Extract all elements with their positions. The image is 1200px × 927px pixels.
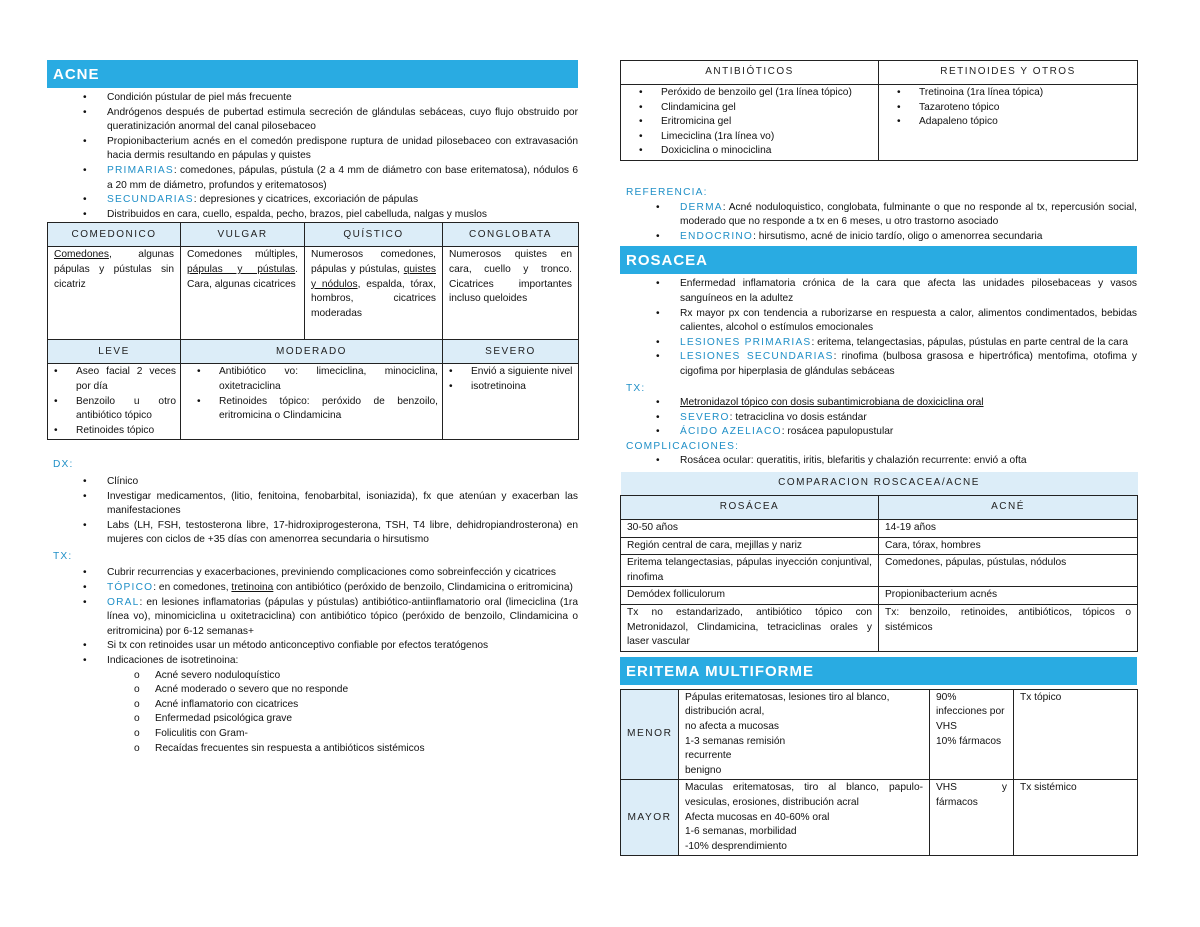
- oral-label: ORAL: [107, 596, 140, 608]
- table-row: [621, 587, 1138, 605]
- topico-text-a: : en comedones,: [153, 582, 232, 594]
- header-conglobata: CONGLOBATA: [443, 223, 579, 247]
- acne-header: ACNE: [47, 60, 578, 88]
- cell-vulgar: [181, 247, 305, 340]
- list-item: • Adapaleno tópico: [895, 115, 1133, 130]
- secundarias-label: SECUNDARIAS: [107, 194, 194, 206]
- mayor-key: MAYOR: [621, 780, 679, 856]
- secundarias-text: : depresiones y cicatrices, excoriación de pápulas: [193, 194, 419, 206]
- header-comedonico: COMEDONICO: [48, 223, 181, 247]
- menor-desc: [679, 689, 930, 780]
- cause-line: 10% fármacos: [936, 735, 1002, 747]
- topico-item: [47, 581, 578, 596]
- header-severo: SEVERO: [443, 340, 579, 364]
- rosacea-list: [620, 277, 1137, 379]
- table-cell: Demódex folliculorum: [621, 587, 879, 605]
- lesiones-primarias-item: [620, 336, 1137, 351]
- desc-line: Maculas eritematosas, tiro al blanco, papulo-vesiculas, erosiones, distribución acral: [685, 782, 923, 808]
- oral-item: [47, 596, 578, 640]
- cell-antibioticos: [621, 85, 879, 161]
- desc-line: benigno: [685, 764, 722, 776]
- secundarias-item: [47, 193, 578, 208]
- left-column: [47, 60, 578, 756]
- mayor-cause: VHS y fármacos: [930, 780, 1014, 856]
- list-item: • Clínico: [47, 475, 578, 490]
- derma-text: : Acné noduloquistico, conglobata, fulminante o que no responde al tx, repercusión social, moderado que no responde a tx en 6 meses, u otro trastorno asociado: [680, 201, 1137, 228]
- list-item: • Andrógenos después de pubertad estimula secreción de glándulas sebáceas, cuyo flujo obstruido por queratinización anormal del canal pilosebaceo: [47, 106, 578, 135]
- endocrino-text: : hirsutismo, acné de inicio tardío, oligo o amenorrea secundaria: [753, 230, 1043, 242]
- list-item: • Tretinoina (1ra línea tópica): [895, 86, 1133, 101]
- lesiones-secundarias-item: [620, 350, 1137, 379]
- cell-severo: [443, 364, 579, 440]
- vulgar-text-a: Comedones múltiples,: [187, 249, 298, 261]
- list-item: • Enfermedad inflamatoria crónica de la cara que afecta las unidades pilosebaceas y vasos sanguíneos en la adultez: [620, 277, 1137, 306]
- table-cell: Comedones, pápulas, pústulas, nódulos: [879, 555, 1138, 587]
- list-item: • Labs (LH, FSH, testosterona libre, 17-hidroxiprogesterona, TSH, T4 libre, dehidropiandrosterona) en mujeres con ciclos de +35 días con amenorrea secundaria o hirsutismo: [47, 519, 578, 548]
- endocrino-item: [620, 230, 1137, 245]
- tx-label: TX:: [53, 550, 73, 562]
- list-item: • Doxiciclina o minociclina: [637, 144, 874, 159]
- table-cell: Tx: benzoilo, retinoides, antibióticos, tópicos o sistémicos: [879, 605, 1138, 652]
- topico-underlined: tretinoina: [231, 582, 274, 594]
- table-row: [621, 555, 1138, 587]
- severo-text: : tetraciclina vo dosis estándar: [729, 411, 867, 423]
- table-cell: Cara, tórax, hombres: [879, 537, 1138, 555]
- table-cell: 30-50 años: [621, 520, 879, 538]
- list-item: • Clindamicina gel: [637, 101, 874, 116]
- table-cell: Propionibacterium acnés: [879, 587, 1138, 605]
- list-item: • Peróxido de benzoilo gel (1ra línea tópico): [637, 86, 874, 101]
- table-row: [621, 537, 1138, 555]
- header-vulgar: VULGAR: [181, 223, 305, 247]
- topico-label: TÓPICO: [107, 582, 154, 594]
- cell-comedonico: [48, 247, 181, 340]
- rosacea-tx-list: [620, 396, 1137, 440]
- lesiones-secundarias-label: LESIONES SECUNDARIAS: [680, 351, 834, 363]
- desc-line: Pápulas eritematosas, lesiones tiro al blanco, distribución acral,: [685, 691, 890, 718]
- list-item: • Si tx con retinoides usar un método anticonceptivo confiable por efectos teratógenos: [47, 639, 578, 654]
- desc-line: -10% desprendimiento: [685, 840, 787, 852]
- complicaciones-list: [620, 454, 1137, 469]
- list-item: o Recaídas frecuentes sin respuesta a antibióticos sistémicos: [47, 742, 578, 757]
- table-cell: Eritema telangectasias, pápulas inyección conjuntival, rinofima: [621, 555, 879, 587]
- derma-label: DERMA: [680, 201, 723, 213]
- list-item: o Enfermedad psicológica grave: [47, 712, 578, 727]
- list-item: o Acné inflamatorio con cicatrices: [47, 698, 578, 713]
- cell-moderado: [181, 364, 443, 440]
- header-antibioticos: ANTIBIÓTICOS: [621, 61, 879, 85]
- header-leve: LEVE: [48, 340, 181, 364]
- list-item: • Condición pústular de piel más frecuente: [47, 91, 578, 106]
- list-item: o Acné severo noduloquístico: [47, 669, 578, 684]
- eritema-multiforme-table: [620, 689, 1138, 857]
- comedonico-text: , algunas pápulas y pústulas sin cicatriz: [54, 249, 174, 290]
- header-moderado: MODERADO: [181, 340, 443, 364]
- azeliaco-item: [620, 425, 1137, 440]
- header-rosacea: ROSÁCEA: [621, 496, 879, 520]
- menor-cause: [930, 689, 1014, 780]
- list-item: • Eritromicina gel: [637, 115, 874, 130]
- quistico-text-a: Numerosos comedones, pápulas y pústulas,: [311, 249, 436, 275]
- table-row: [621, 520, 1138, 538]
- isotretinoina-indications: [47, 669, 578, 757]
- vulgar-underlined: pápulas y pústulas: [187, 263, 296, 275]
- comedonico-underlined: Comedones: [54, 249, 109, 261]
- vulgar-text-b: . Cara, algunas cicatrices: [187, 263, 298, 290]
- list-item: o Foliculitis con Gram-: [47, 727, 578, 742]
- desc-line: 1-6 semanas, morbilidad: [685, 826, 797, 838]
- endocrino-label: ENDOCRINO: [680, 230, 754, 242]
- mayor-desc: [679, 780, 930, 856]
- table-row: [621, 605, 1138, 652]
- dx-list: [47, 475, 578, 548]
- quistico-text-b: , espalda, tórax, hombros, cicatrices moderadas: [311, 278, 436, 319]
- eritema-multiforme-header: ERITEMA MULTIFORME: [620, 657, 1137, 685]
- severo-item: [620, 411, 1137, 426]
- referencia-label: REFERENCIA:: [626, 186, 708, 198]
- azeliaco-text: : rosácea papulopustular: [781, 426, 894, 438]
- table-cell: Tx no estandarizado, antibiótico tópico con Metronidazol, Clindamicina, tetraciclinas orales y laser vascular: [621, 605, 879, 652]
- rosacea-tx-label: TX:: [626, 382, 646, 394]
- right-column: [620, 60, 1137, 856]
- header-retinoides: RETINOIDES Y OTROS: [879, 61, 1138, 85]
- cell-retinoides: [879, 85, 1138, 161]
- primarias-label: PRIMARIAS: [107, 164, 174, 176]
- list-item: • Antibiótico vo: limeciclina, minociclina, oxitetraciclina: [195, 365, 438, 394]
- list-item: • Indicaciones de isotretinoina:: [47, 654, 578, 669]
- list-item: • Retinoides tópico: peróxido de benzoilo, eritromicina o Clindamicina: [195, 395, 438, 424]
- list-item: • isotretinoina: [447, 380, 574, 395]
- mayor-tx: Tx sistémico: [1014, 780, 1138, 856]
- table-cell: Región central de cara, mejillas y nariz: [621, 537, 879, 555]
- list-item: • Cubrir recurrencias y exacerbaciones, previniendo complicaciones como sobreinfección y cicatrices: [47, 566, 578, 581]
- azeliaco-label: ÁCIDO AZELIACO: [680, 426, 782, 438]
- rosacea-header: ROSACEA: [620, 246, 1137, 274]
- lesiones-primarias-label: LESIONES PRIMARIAS: [680, 336, 812, 348]
- list-item: • Rx mayor px con tendencia a ruborizarse en respuesta a calor, alimentos condimentados, bebidas calientes, alcohol o estímulos emocionales: [620, 307, 1137, 336]
- comparison-title: COMPARACION ROSCACEA/ACNE: [621, 472, 1138, 496]
- list-item: • Retinoides tópico: [52, 424, 176, 439]
- acne-bullets: [47, 91, 578, 222]
- desc-line: 1-3 semanas remisión: [685, 735, 786, 747]
- list-item: • Limeciclina (1ra línea vo): [637, 130, 874, 145]
- topico-text-b: con antibiótico (peróxido de benzoilo, Clindamicina o eritromicina): [273, 582, 573, 594]
- list-item: • Aseo facial 2 veces por día: [52, 365, 176, 394]
- menor-tx: Tx tópico: [1014, 689, 1138, 780]
- list-item: • Distribuidos en cara, cuello, espalda, pecho, brazos, piel cabelluda, nalgas y muslos: [47, 208, 578, 223]
- menor-key: MENOR: [621, 689, 679, 780]
- cell-conglobata: Numerosos quistes en cara, cuello y tronco. Cicatrices importantes incluso queloides: [443, 247, 579, 340]
- acne-types-table: [47, 222, 579, 440]
- lesiones-secundarias-text: : rinofima (bulbosa grasosa e hipertrófica) mentofima, otofima y cigofima por hiperplasia de glándulas sebáceas: [680, 351, 1138, 377]
- desc-line: Afecta mucosas en 40-60% oral: [685, 811, 830, 823]
- primarias-item: [47, 164, 578, 193]
- list-item: o Acné moderado o severo que no responde: [47, 683, 578, 698]
- primarias-text: : comedones, pápulas, pústula (2 a 4 mm de diámetro con base eritematosa), nódulos 6 a 20 mm de diámetro, profundos y eritematosos): [107, 164, 578, 191]
- list-item: • Propionibacterium acnés en el comedón predispone ruptura de unidad pilosebaceo con extravasación hacia dermis resultando en pápulas y quistes: [47, 135, 578, 164]
- quistico-underlined: quistes y nódulos: [311, 263, 436, 290]
- list-item: • Benzoilo u otro antibiótico tópico: [52, 395, 176, 424]
- table-cell: 14-19 años: [879, 520, 1138, 538]
- oral-text: : en lesiones inflamatorias (pápulas y pústulas) antibiótico-antiinflamatorio oral (limeciclina (1ra línea vo), minomiciclina u oxitetraciclina) con antibiótico tópico (peróxido de benzoilo, Clindamicina o eritromicina) por 6-12 semanas+: [107, 596, 578, 637]
- referencia-list: [620, 201, 1137, 245]
- cell-quistico: [305, 247, 443, 340]
- list-item: • Envió a siguiente nivel: [447, 365, 574, 380]
- list-item: • Metronidazol tópico con dosis subantimicrobiana de doxiciclina oral: [620, 396, 1137, 411]
- list-item: • Tazaroteno tópico: [895, 101, 1133, 116]
- desc-line: recurrente: [685, 750, 732, 762]
- header-quistico: QUÍSTICO: [305, 223, 443, 247]
- lesiones-primarias-text: : eritema, telangectasias, pápulas, pústulas en parte central de la cara: [811, 336, 1129, 348]
- complicaciones-label: COMPLICACIONES:: [626, 440, 740, 452]
- derma-item: [620, 201, 1137, 230]
- antibiotics-table: [620, 60, 1138, 161]
- header-acne: ACNÉ: [879, 496, 1138, 520]
- severo-label: SEVERO: [680, 411, 730, 423]
- table-row: [621, 689, 1138, 780]
- list-item: • Investigar medicamentos, (litio, fenitoina, fenobarbital, isoniazida), fx que atenúan y exacerban las manifestaciones: [47, 490, 578, 519]
- table-row: [621, 780, 1138, 856]
- dx-label: DX:: [53, 459, 74, 471]
- list-item: • Rosácea ocular: queratitis, iritis, blefaritis y chalazión recurrente: envió a ofta: [620, 454, 1137, 469]
- cause-line: 90% infecciones por VHS: [936, 691, 1005, 732]
- desc-line: no afecta a mucosas: [685, 721, 780, 732]
- cell-leve: [48, 364, 181, 440]
- tx-list: [47, 566, 578, 668]
- comparison-table: [620, 472, 1138, 652]
